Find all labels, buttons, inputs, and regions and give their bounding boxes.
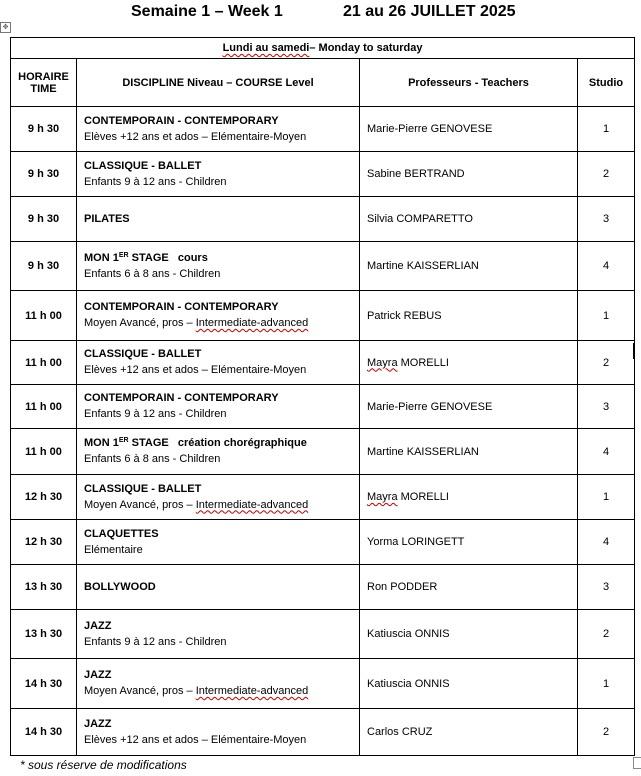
discipline-cell: [77, 565, 360, 610]
teacher-cell: [360, 341, 578, 385]
level-text: Moyen Avancé, pros –: [84, 317, 196, 329]
discipline-cell: [77, 242, 360, 291]
table-row: [11, 520, 635, 565]
teacher-lastname: MORELLI: [397, 356, 449, 369]
course-name: [84, 436, 352, 451]
studio-cell: 2: [578, 709, 635, 756]
course-text-rest: STAGE cours: [128, 251, 208, 264]
table-row: [11, 107, 635, 152]
margin-marker: [633, 343, 634, 359]
course-name: [84, 482, 352, 497]
table-row: [11, 291, 635, 341]
course-text: CLASSIQUE - BALLET: [84, 348, 202, 360]
course-name: [84, 717, 352, 732]
course-text: MON 1: [84, 437, 119, 449]
teacher-cell: Katiuscia ONNIS: [360, 659, 578, 709]
course-name: [84, 347, 352, 362]
course-superscript: ER: [118, 437, 129, 444]
studio-cell: 2: [578, 152, 635, 197]
time-cell: 9 h 30: [11, 152, 77, 197]
table-row: [11, 429, 635, 475]
course-text: CLASSIQUE - BALLET: [84, 159, 202, 172]
teacher-cell: Katiuscia ONNIS: [360, 610, 578, 659]
studio-cell: 1: [578, 107, 635, 152]
page-title: [0, 3, 641, 23]
course-level: [84, 497, 352, 513]
table-row: [11, 610, 635, 659]
table-row: [11, 152, 635, 197]
teacher-cell: Sabine BERTRAND: [360, 152, 578, 197]
time-cell: 14 h 30: [11, 709, 77, 756]
header-time-line1: HORAIRE: [18, 70, 69, 83]
discipline-cell: [77, 520, 360, 565]
course-text: MON 1: [84, 251, 119, 264]
time-cell: 11 h 00: [11, 429, 77, 475]
level-text: Moyen Avancé, pros –: [84, 685, 196, 697]
time-cell: 9 h 30: [11, 197, 77, 242]
course-level: Enfants 9 à 12 ans - Children: [84, 408, 227, 420]
course-name: [84, 114, 352, 129]
table-caption-row: [11, 38, 635, 59]
week-title: Semaine 1 – Week 1: [131, 3, 283, 20]
header-discipline: DISCIPLINE Niveau – COURSE Level: [77, 59, 360, 107]
discipline-cell: [77, 429, 360, 475]
teacher-lastname: MORELLI: [397, 491, 449, 503]
course-name: [84, 580, 352, 595]
discipline-cell: [77, 385, 360, 429]
course-text: CONTEMPORAIN - CONTEMPORARY: [84, 301, 279, 313]
caption-main: Lundi au samedi: [222, 42, 310, 54]
course-level: Enfants 6 à 8 ans - Children: [84, 453, 221, 465]
time-cell: 11 h 00: [11, 341, 77, 385]
table-caption: [11, 38, 635, 59]
table-row: [11, 385, 635, 429]
teacher-cell: Carlos CRUZ: [360, 709, 578, 756]
header-time: [11, 59, 77, 107]
studio-cell: 1: [578, 475, 635, 520]
time-cell: 11 h 00: [11, 385, 77, 429]
course-text-rest: STAGE création chorégraphique: [128, 437, 307, 449]
course-level: Enfants 6 à 8 ans - Children: [84, 267, 221, 280]
course-text: CLASSIQUE - BALLET: [84, 482, 202, 495]
course-level: Elémentaire: [84, 543, 143, 556]
course-name: [84, 251, 352, 266]
discipline-cell: [77, 709, 360, 756]
teacher-firstname-flagged: Mayra: [367, 491, 398, 503]
time-cell: 12 h 30: [11, 475, 77, 520]
table-row: [11, 242, 635, 291]
teacher-cell: Marie-Pierre GENOVESE: [360, 107, 578, 152]
discipline-cell: [77, 610, 360, 659]
studio-cell: 1: [578, 291, 635, 341]
teacher-cell: [360, 475, 578, 520]
discipline-cell: [77, 341, 360, 385]
header-studio: Studio: [578, 59, 635, 107]
discipline-cell: [77, 659, 360, 709]
studio-cell: 4: [578, 429, 635, 475]
studio-cell: 1: [578, 659, 635, 709]
discipline-cell: [77, 152, 360, 197]
table-resize-handle[interactable]: [633, 757, 641, 769]
table-row: [11, 709, 635, 756]
course-name: [84, 391, 352, 406]
studio-cell: 2: [578, 341, 635, 385]
course-name: [84, 159, 352, 174]
course-name: [84, 300, 352, 315]
course-level: Elèves +12 ans et ados – Elémentaire-Moyen: [84, 130, 307, 143]
teacher-cell: Patrick REBUS: [360, 291, 578, 341]
table-row: [11, 341, 635, 385]
table-row: [11, 475, 635, 520]
teacher-cell: Ron PODDER: [360, 565, 578, 610]
time-cell: 12 h 30: [11, 520, 77, 565]
level-text: Moyen Avancé, pros –: [84, 498, 196, 511]
studio-cell: 2: [578, 610, 635, 659]
course-level: [84, 683, 352, 699]
course-level: Elèves +12 ans et ados – Elémentaire-Moyen: [84, 364, 307, 376]
course-text: JAZZ: [84, 619, 112, 632]
time-cell: 13 h 30: [11, 565, 77, 610]
teacher-cell: Silvia COMPARETTO: [360, 197, 578, 242]
course-text: CLAQUETTES: [84, 527, 159, 540]
course-name: [84, 668, 352, 683]
studio-cell: 3: [578, 197, 635, 242]
date-range: 21 au 26 JUILLET 2025: [343, 3, 516, 20]
course-level: [84, 315, 352, 331]
course-level: Elèves +12 ans et ados – Elémentaire-Moyen: [84, 733, 307, 746]
level-text-flagged: Intermediate-advanced: [195, 317, 309, 329]
course-superscript: ER: [118, 251, 129, 259]
course-text: JAZZ: [84, 669, 112, 681]
time-cell: 14 h 30: [11, 659, 77, 709]
table-header-row: [11, 59, 635, 107]
discipline-cell: [77, 107, 360, 152]
time-cell: 9 h 30: [11, 242, 77, 291]
discipline-cell: [77, 197, 360, 242]
course-text: CONTEMPORAIN - CONTEMPORARY: [84, 114, 279, 127]
course-name: [84, 619, 352, 634]
course-text: BOLLYWOOD: [84, 580, 156, 593]
footnote: * sous réserve de modifications: [20, 758, 187, 772]
table-row: [11, 197, 635, 242]
course-text: CONTEMPORAIN - CONTEMPORARY: [84, 392, 279, 404]
course-name: [84, 527, 352, 542]
teacher-cell: Yorma LORINGETT: [360, 520, 578, 565]
studio-cell: 4: [578, 242, 635, 291]
course-name: [84, 212, 352, 227]
studio-cell: 4: [578, 520, 635, 565]
level-text-flagged: Intermediate-advanced: [195, 498, 309, 511]
course-text: JAZZ: [84, 717, 112, 730]
studio-cell: 3: [578, 385, 635, 429]
course-level: Enfants 9 à 12 ans - Children: [84, 635, 227, 648]
discipline-cell: [77, 291, 360, 341]
table-move-handle-icon[interactable]: ✥: [0, 22, 11, 33]
caption-rest: – Monday to saturday: [309, 42, 423, 54]
teacher-firstname-flagged: Mayra: [367, 356, 398, 369]
time-cell: 11 h 00: [11, 291, 77, 341]
teacher-cell: Martine KAISSERLIAN: [360, 242, 578, 291]
teacher-cell: Martine KAISSERLIAN: [360, 429, 578, 475]
header-teachers: Professeurs - Teachers: [360, 59, 578, 107]
time-cell: 13 h 30: [11, 610, 77, 659]
studio-cell: 3: [578, 565, 635, 610]
time-cell: 9 h 30: [11, 107, 77, 152]
table-row: [11, 659, 635, 709]
course-level: Enfants 9 à 12 ans - Children: [84, 175, 227, 188]
table-row: [11, 565, 635, 610]
teacher-cell: Marie-Pierre GENOVESE: [360, 385, 578, 429]
schedule-table: [10, 37, 635, 756]
header-time-line2: TIME: [30, 82, 57, 95]
course-text: PILATES: [84, 212, 130, 225]
level-text-flagged: Intermediate-advanced: [195, 685, 309, 697]
discipline-cell: [77, 475, 360, 520]
